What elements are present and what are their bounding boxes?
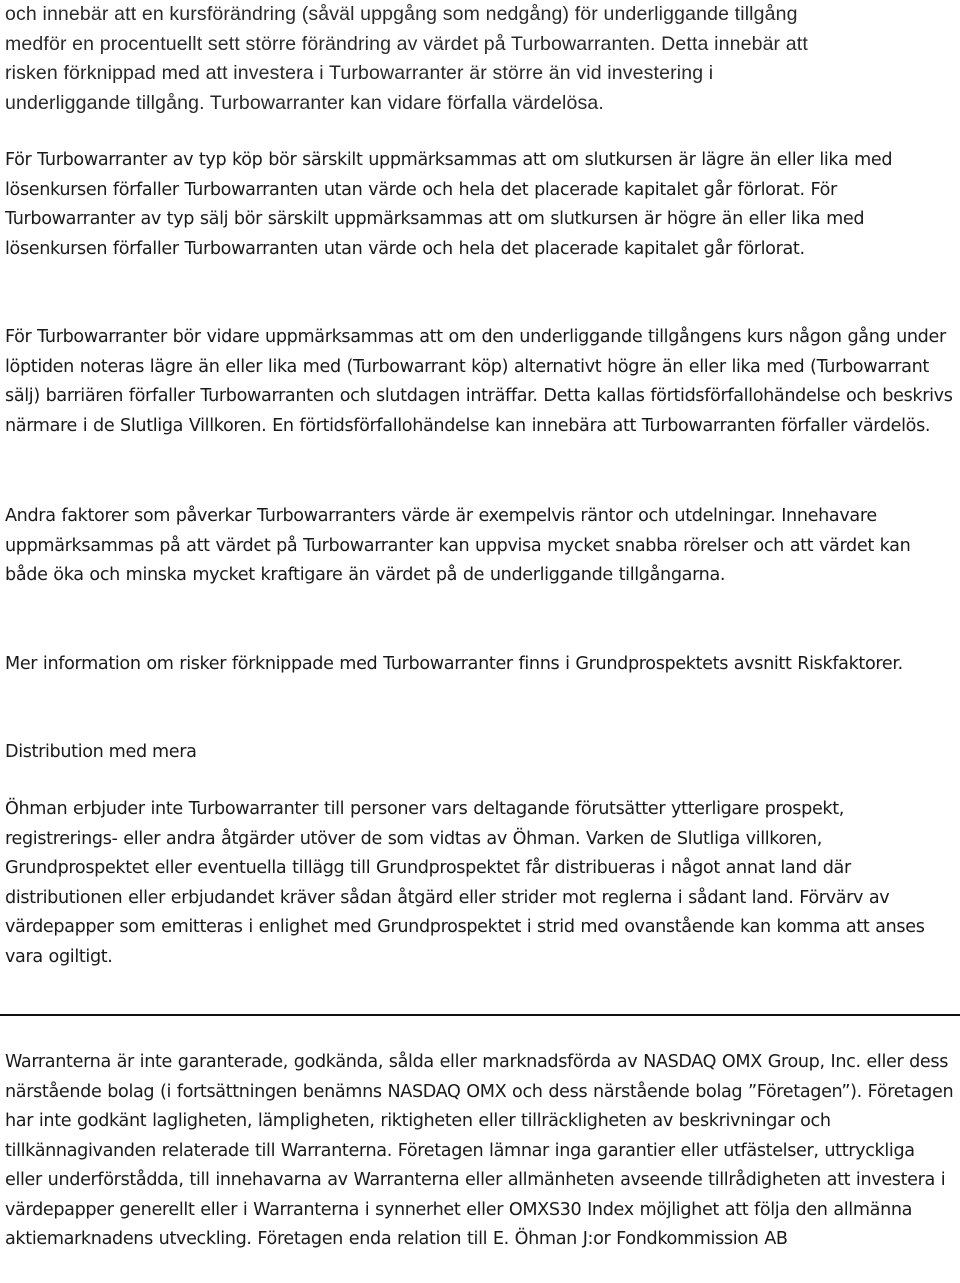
- paragraph-expiry-worthless: För Turbowarranter av typ köp bör särskilt uppmärksammas att om slutkursen är lägre än eller lika med lösenkursen förfaller Turbowarranten utan värde och hela det placerade kapitalet går förlorat. För Turbowarranter av typ sälj bör särskilt uppmärksammas att om slutkursen är högre än eller lika med lösenkursen förfaller Turbowarranten utan värde och hela det placerade kapitalet går förlorat.: [5, 150, 893, 259]
- paragraph-other-factors: Andra faktorer som påverkar Turbowarranters värde är exempelvis räntor och utdelningar. Innehavare uppmärksammas på att värdet på Turbowarranter kan uppvisa mycket snabba rörelser och att värdet kan både öka och minska mycket kraftigare än värdet på de underliggande tillgångarna.: [5, 506, 911, 585]
- paragraph-disclaimer: Warranterna är inte garanterade, godkända, sålda eller marknadsförda av NASDAQ OMX Group, Inc. eller dess närstående bolag (i fortsättningen benämns NASDAQ OMX och dess närstående bolag ”Företagen”). Företagen har inte godkänt lagligheten, lämpligheten, riktigheten eller tillräckligheten av beskrivningar och tillkännagivanden relaterade till Warranterna. Företagen lämnar inga garantier eller utfästelser, uttryckliga eller underförstådda, till innehavarna av Warranterna eller allmänheten avseende tillrådigheten att investera i värdepapper generellt eller i Warranterna i synnerhet eller OMXS30 Index möjlighet att följa den allmänna aktiemarknadens utveckling. Företagen enda relation till E. Öhman J:or Fondkommission AB: [5, 1052, 954, 1249]
- section-divider: [0, 1014, 960, 1016]
- paragraph-distribution: Öhman erbjuder inte Turbowarranter till personer vars deltagande förutsätter ytterligare prospekt, registrerings- eller andra åtgärder utöver de som vidtas av Öhman. Varken de Slutliga villkoren, Grundprospektet eller eventuella tillägg till Grundprospektet får distribueras i något annat land där distributionen eller erbjudandet kräver sådan åtgärd eller strider mot reglerna i sådant land. Förvärv av värdepapper som emitteras i enlighet med Grundprospektet i strid med ovanstående kan komma att anses vara ogiltigt.: [5, 799, 925, 967]
- paragraph-barrier-event: För Turbowarranter bör vidare uppmärksammas att om den underliggande tillgångens kurs någon gång under löptiden noteras lägre än eller lika med (Turbowarrant köp) alternativt högre än eller lika med (Turbowarrant sälj) barriären förfaller Turbowarranten och slutdagen inträffar. Detta kallas förtidsförfallohändelse och beskrivs närmare i de Slutliga Villkoren. En förtidsförfallohändelse kan innebära att Turbowarranten förfaller värdelös.: [5, 327, 953, 436]
- section-heading-distribution: Distribution med mera: [5, 742, 197, 762]
- paragraph-more-information: Mer information om risker förknippade med Turbowarranter finns i Grundprospektets avsnitt Riskfaktorer.: [5, 654, 903, 674]
- paragraph-leverage-risk: och innebär att en kursförändring (såväl uppgång som nedgång) för underliggande tillgång medför en procentuellt sett större förändring av värdet på Turbowarranten. Detta innebär att risken förknippad med att investera i Turbowarranter är större än vid investering i underliggande tillgång. Turbowarranter kan vidare förfalla värdelösa.: [5, 3, 808, 114]
